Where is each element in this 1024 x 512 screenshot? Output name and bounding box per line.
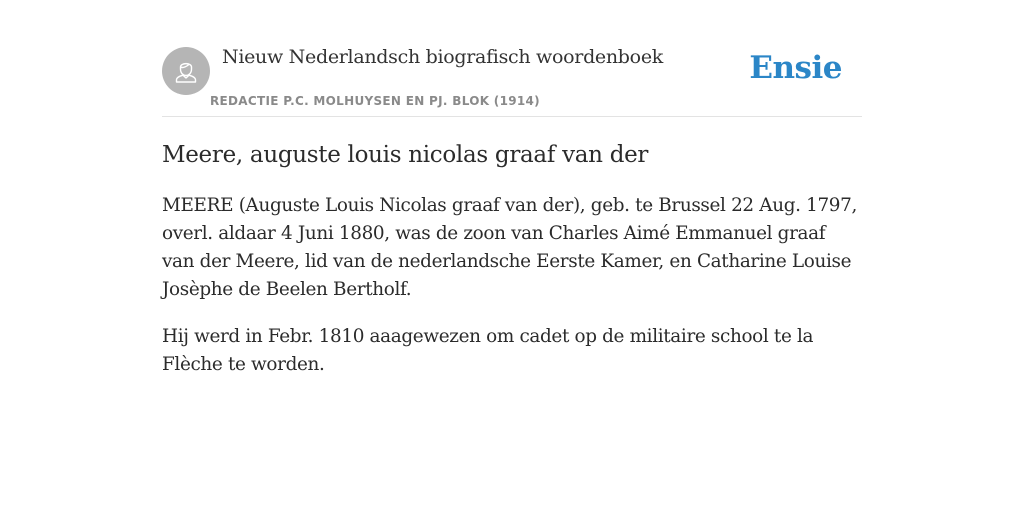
user-icon [172, 57, 200, 85]
ensie-logo[interactable]: Ensie [749, 50, 842, 86]
entry-paragraph: Hij werd in Febr. 1810 aaagewezen om cadet op de militaire school te la Flèche te worden. [162, 326, 814, 375]
source-header [162, 0, 862, 117]
entry-title: Meere, auguste louis nicolas graaf van der [162, 142, 649, 168]
page-container [162, 0, 862, 379]
source-editors: REDACTIE P.C. MOLHUYSEN EN PJ. BLOK (1914) [210, 94, 540, 108]
avatar [162, 47, 210, 95]
source-title[interactable]: Nieuw Nederlandsch biografisch woordenboek [222, 46, 663, 68]
entry-paragraph: MEERE (Auguste Louis Nicolas graaf van der), geb. te Brussel 22 Aug. 1797, overl. aldaar 4 Juni 1880, was de zoon van Charles Aimé Emmanuel graaf van der Meere, lid van de nederlandsche Eerste Kamer, en Catharine Louise Josèphe de Beelen Bertholf. [162, 195, 858, 300]
